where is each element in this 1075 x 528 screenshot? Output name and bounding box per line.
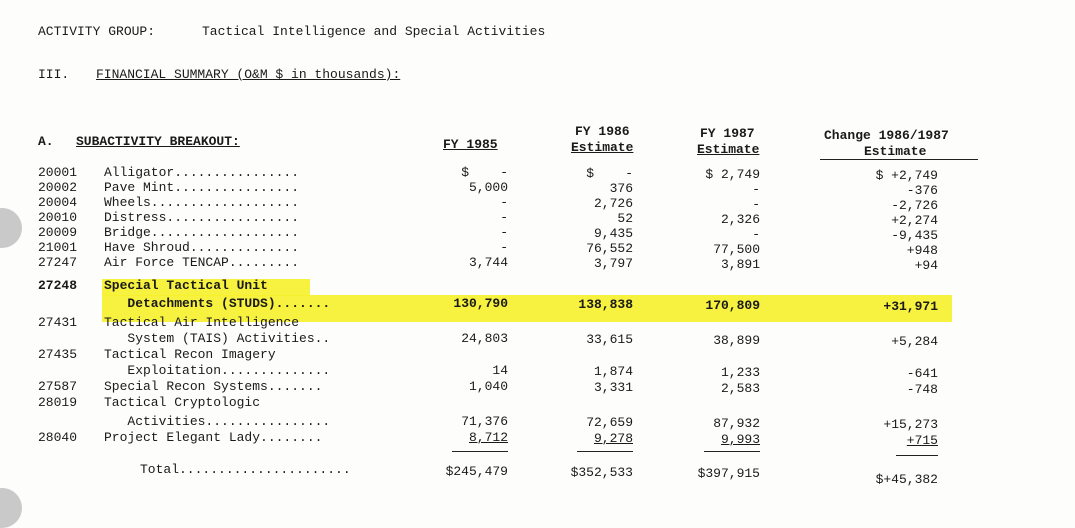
- row-name: Project Elegant Lady........: [104, 430, 323, 445]
- row-chg: -2,726: [891, 198, 938, 213]
- total-fy87: $397,915: [697, 466, 760, 481]
- fy85-total-underline: [452, 451, 508, 452]
- row-name: Exploitation..............: [104, 363, 331, 378]
- row-fy85: -: [500, 195, 508, 210]
- row-fy85: -: [500, 240, 508, 255]
- row-code: 27587: [38, 379, 78, 394]
- row-code: 20004: [38, 195, 78, 210]
- row-fy85: 3,744: [468, 255, 508, 270]
- row-fy85: 5,000: [468, 180, 508, 195]
- row-fy86: 3,797: [593, 256, 633, 271]
- row-name: Bridge...................: [104, 225, 300, 240]
- row-chg: -641: [906, 366, 938, 381]
- row-chg: -748: [906, 382, 938, 397]
- row-name: Tactical Air Intelligence: [104, 315, 300, 330]
- total-fy85: $245,479: [445, 464, 508, 479]
- total-label: Total......................: [140, 462, 351, 477]
- col-fy1986-line1: FY 1986: [575, 124, 630, 139]
- section-number: III.: [38, 67, 70, 82]
- row-name: System (TAIS) Activities..: [104, 331, 331, 346]
- row-fy85: 71,376: [461, 414, 508, 429]
- row-name: Alligator................: [104, 165, 300, 180]
- row-chg: $ +2,749: [875, 168, 938, 183]
- row-fy86: $ -: [586, 166, 633, 181]
- row-chg: -376: [906, 183, 938, 198]
- row-code: 20010: [38, 210, 78, 225]
- total-fy86: $352,533: [570, 465, 633, 480]
- row-name: Air Force TENCAP.........: [104, 255, 300, 270]
- row-chg: +94: [914, 258, 938, 273]
- chg-total-underline: [896, 455, 938, 456]
- row-code: 20002: [38, 180, 78, 195]
- row-code: 27431: [38, 315, 78, 330]
- row-fy87: -: [752, 227, 760, 242]
- row-fy86: 9,278: [593, 431, 633, 446]
- row-chg: +2,274: [891, 213, 938, 228]
- row-fy87: 3,891: [720, 257, 760, 272]
- row-code: 20001: [38, 165, 78, 180]
- row-name: Tactical Cryptologic: [104, 395, 261, 410]
- row-fy86: 33,615: [586, 332, 633, 347]
- row-code: 28040: [38, 430, 78, 445]
- row-fy85: 130,790: [453, 296, 508, 311]
- row-fy86: 376: [609, 181, 633, 196]
- row-chg: +31,971: [883, 299, 938, 314]
- row-name: Pave Mint................: [104, 180, 300, 195]
- row-fy86: 52: [617, 211, 633, 226]
- row-name: Detachments (STUDS).......: [104, 296, 331, 311]
- col-change-line2: Estimate: [864, 144, 927, 159]
- fy86-total-underline: [577, 451, 633, 452]
- row-name: Wheels...................: [104, 195, 300, 210]
- row-fy87: 170,809: [705, 298, 760, 313]
- row-chg: +5,284: [891, 334, 938, 349]
- col-fy1985: FY 1985: [443, 137, 498, 152]
- row-code: 21001: [38, 240, 78, 255]
- row-code: 27247: [38, 255, 78, 270]
- row-name: Tactical Recon Imagery: [104, 347, 276, 362]
- row-name: Special Recon Systems.......: [104, 379, 323, 394]
- row-chg: +715: [906, 433, 938, 448]
- row-fy86: 76,552: [586, 241, 633, 256]
- activity-group-value: Tactical Intelligence and Special Activities: [202, 24, 546, 39]
- row-chg: -9,435: [891, 228, 938, 243]
- row-fy87: 38,899: [713, 333, 760, 348]
- row-fy86: 1,874: [593, 364, 633, 379]
- row-fy87: 9,993: [720, 432, 760, 447]
- row-name: Special Tactical Unit: [104, 278, 268, 293]
- punch-hole-bottom: [0, 488, 22, 528]
- col-change-line1: Change 1986/1987: [824, 128, 949, 143]
- row-fy85: -: [500, 210, 508, 225]
- row-fy87: 87,932: [713, 416, 760, 431]
- row-fy86: 9,435: [593, 226, 633, 241]
- row-fy87: 2,583: [720, 381, 760, 396]
- row-chg: +948: [906, 243, 938, 258]
- row-fy86: 72,659: [586, 415, 633, 430]
- row-code: 28019: [38, 395, 78, 410]
- row-fy86: 2,726: [593, 196, 633, 211]
- row-fy85: 14: [492, 363, 508, 378]
- row-fy85: -: [500, 225, 508, 240]
- row-code: 27435: [38, 347, 78, 362]
- col-fy1987-line2: Estimate: [697, 142, 760, 157]
- col-fy1987-line1: FY 1987: [700, 126, 755, 141]
- row-fy87: 1,233: [720, 365, 760, 380]
- punch-hole-top: [0, 208, 22, 248]
- row-name: Distress.................: [104, 210, 300, 225]
- row-code: 27248: [38, 278, 78, 293]
- change-header-underline: [820, 159, 978, 160]
- col-fy1986-line2: Estimate: [571, 140, 634, 155]
- row-name: Have Shroud..............: [104, 240, 300, 255]
- section-title: FINANCIAL SUMMARY (O&M $ in thousands):: [96, 67, 401, 82]
- row-fy87: 2,326: [720, 212, 760, 227]
- row-code: 20009: [38, 225, 78, 240]
- row-fy86: 138,838: [578, 297, 633, 312]
- row-fy85: 1,040: [468, 379, 508, 394]
- row-chg: +15,273: [883, 417, 938, 432]
- row-fy87: -: [752, 182, 760, 197]
- activity-group-label: ACTIVITY GROUP:: [38, 24, 156, 39]
- row-fy85: 8,712: [468, 430, 508, 445]
- fy87-total-underline: [704, 451, 760, 452]
- subsection-letter: A.: [38, 134, 54, 149]
- row-fy87: -: [752, 197, 760, 212]
- row-name: Activities................: [104, 414, 331, 429]
- row-fy87: $ 2,749: [705, 167, 760, 182]
- row-fy86: 3,331: [593, 380, 633, 395]
- total-change: $+45,382: [875, 472, 938, 487]
- row-fy87: 77,500: [713, 242, 760, 257]
- subsection-title: SUBACTIVITY BREAKOUT:: [76, 134, 240, 149]
- row-fy85: 24,803: [461, 331, 508, 346]
- row-fy85: $ -: [461, 165, 508, 180]
